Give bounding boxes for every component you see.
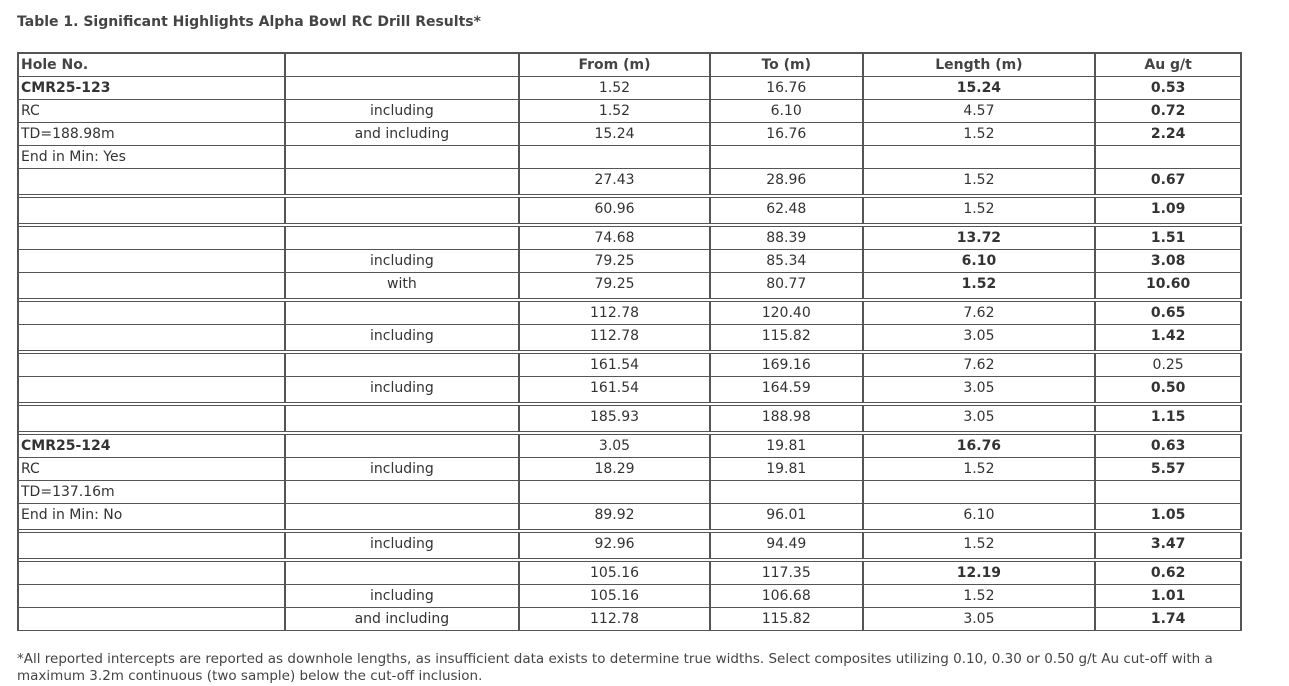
hole-cell <box>19 198 286 223</box>
length-cell: 7.62 <box>864 302 1097 324</box>
qualifier-cell: including <box>286 100 521 122</box>
au-grade-cell: 0.63 <box>1096 435 1242 457</box>
hole-cell: End in Min: Yes <box>19 146 286 168</box>
au-grade-cell: 2.24 <box>1096 123 1242 145</box>
table-row <box>19 481 1242 504</box>
length-cell: 1.52 <box>864 533 1097 558</box>
table-body <box>19 77 1242 631</box>
length-cell: 1.52 <box>864 273 1097 298</box>
to-cell: 115.82 <box>711 608 864 630</box>
from-cell: 79.25 <box>520 273 711 298</box>
hole-cell <box>19 273 286 298</box>
hole-cell <box>19 533 286 558</box>
table-row <box>19 354 1242 377</box>
au-grade-cell: 0.62 <box>1096 562 1242 584</box>
length-cell: 6.10 <box>864 250 1097 272</box>
to-cell: 96.01 <box>711 504 864 529</box>
hole-cell <box>19 302 286 324</box>
to-cell <box>711 481 864 503</box>
table-row <box>19 227 1242 250</box>
qualifier-cell: with <box>286 273 521 298</box>
hole-cell <box>19 562 286 584</box>
header-length: Length (m) <box>864 54 1097 76</box>
table-row <box>19 169 1242 198</box>
to-cell: 85.34 <box>711 250 864 272</box>
au-grade-cell: 1.01 <box>1096 585 1242 607</box>
drill-results-table <box>17 52 1242 631</box>
from-cell: 185.93 <box>520 406 711 431</box>
table-row <box>19 250 1242 273</box>
qualifier-cell <box>286 77 521 99</box>
au-grade-cell <box>1096 146 1242 168</box>
from-cell: 112.78 <box>520 302 711 324</box>
to-cell: 94.49 <box>711 533 864 558</box>
hole-cell <box>19 227 286 249</box>
table-row <box>19 458 1242 481</box>
length-cell: 3.05 <box>864 608 1097 630</box>
table-row <box>19 406 1242 435</box>
from-cell <box>520 146 711 168</box>
hole-cell: RC <box>19 458 286 480</box>
to-cell: 62.48 <box>711 198 864 223</box>
qualifier-cell <box>286 198 521 223</box>
from-cell: 74.68 <box>520 227 711 249</box>
to-cell: 164.59 <box>711 377 864 402</box>
qualifier-cell <box>286 169 521 194</box>
from-cell: 92.96 <box>520 533 711 558</box>
au-grade-cell: 0.50 <box>1096 377 1242 402</box>
qualifier-cell <box>286 146 521 168</box>
au-grade-cell <box>1096 481 1242 503</box>
hole-cell <box>19 169 286 194</box>
table-header-row <box>19 54 1242 77</box>
table-row <box>19 377 1242 406</box>
header-au: Au g/t <box>1096 54 1242 76</box>
hole-cell <box>19 608 286 630</box>
table-row <box>19 100 1242 123</box>
hole-cell: CMR25-124 <box>19 435 286 457</box>
table-row <box>19 608 1242 631</box>
table-title: Table 1. Significant Highlights Alpha Bowl RC Drill Results* <box>17 14 481 30</box>
table-row <box>19 77 1242 100</box>
hole-cell <box>19 250 286 272</box>
from-cell: 161.54 <box>520 354 711 376</box>
hole-cell: TD=188.98m <box>19 123 286 145</box>
from-cell: 105.16 <box>520 585 711 607</box>
to-cell: 88.39 <box>711 227 864 249</box>
qualifier-cell: including <box>286 250 521 272</box>
header-from: From (m) <box>520 54 711 76</box>
from-cell: 27.43 <box>520 169 711 194</box>
table-row <box>19 325 1242 354</box>
table-row <box>19 435 1242 458</box>
to-cell: 16.76 <box>711 123 864 145</box>
table-row <box>19 504 1242 533</box>
table-row <box>19 273 1242 302</box>
au-grade-cell: 3.08 <box>1096 250 1242 272</box>
to-cell: 106.68 <box>711 585 864 607</box>
to-cell: 6.10 <box>711 100 864 122</box>
au-grade-cell: 1.09 <box>1096 198 1242 223</box>
au-grade-cell: 0.65 <box>1096 302 1242 324</box>
to-cell: 19.81 <box>711 435 864 457</box>
qualifier-cell <box>286 354 521 376</box>
qualifier-cell <box>286 504 521 529</box>
au-grade-cell: 0.25 <box>1096 354 1242 376</box>
qualifier-cell: including <box>286 325 521 350</box>
au-grade-cell: 1.74 <box>1096 608 1242 630</box>
from-cell: 79.25 <box>520 250 711 272</box>
length-cell: 1.52 <box>864 169 1097 194</box>
au-grade-cell: 0.53 <box>1096 77 1242 99</box>
qualifier-cell: including <box>286 458 521 480</box>
from-cell: 15.24 <box>520 123 711 145</box>
hole-cell <box>19 585 286 607</box>
qualifier-cell <box>286 562 521 584</box>
hole-cell: End in Min: No <box>19 504 286 529</box>
from-cell: 1.52 <box>520 100 711 122</box>
from-cell: 112.78 <box>520 608 711 630</box>
table-row <box>19 302 1242 325</box>
table-row <box>19 585 1242 608</box>
hole-cell <box>19 377 286 402</box>
to-cell: 28.96 <box>711 169 864 194</box>
qualifier-cell: and including <box>286 608 521 630</box>
to-cell: 169.16 <box>711 354 864 376</box>
to-cell: 19.81 <box>711 458 864 480</box>
hole-cell <box>19 406 286 431</box>
table-row <box>19 562 1242 585</box>
au-grade-cell: 0.72 <box>1096 100 1242 122</box>
length-cell: 3.05 <box>864 325 1097 350</box>
length-cell: 3.05 <box>864 377 1097 402</box>
qualifier-cell: including <box>286 585 521 607</box>
to-cell: 120.40 <box>711 302 864 324</box>
length-cell: 1.52 <box>864 458 1097 480</box>
from-cell: 60.96 <box>520 198 711 223</box>
qualifier-cell <box>286 406 521 431</box>
hole-cell <box>19 325 286 350</box>
header-note <box>286 54 521 76</box>
from-cell: 105.16 <box>520 562 711 584</box>
qualifier-cell: including <box>286 377 521 402</box>
au-grade-cell: 1.15 <box>1096 406 1242 431</box>
hole-cell <box>19 354 286 376</box>
au-grade-cell: 10.60 <box>1096 273 1242 298</box>
length-cell: 6.10 <box>864 504 1097 529</box>
length-cell: 16.76 <box>864 435 1097 457</box>
qualifier-cell: including <box>286 533 521 558</box>
hole-cell: CMR25-123 <box>19 77 286 99</box>
length-cell <box>864 146 1097 168</box>
length-cell: 1.52 <box>864 585 1097 607</box>
header-to: To (m) <box>711 54 864 76</box>
from-cell: 89.92 <box>520 504 711 529</box>
hole-cell: TD=137.16m <box>19 481 286 503</box>
table-row <box>19 198 1242 227</box>
hole-cell: RC <box>19 100 286 122</box>
from-cell: 18.29 <box>520 458 711 480</box>
to-cell: 115.82 <box>711 325 864 350</box>
qualifier-cell <box>286 302 521 324</box>
from-cell <box>520 481 711 503</box>
au-grade-cell: 0.67 <box>1096 169 1242 194</box>
to-cell <box>711 146 864 168</box>
from-cell: 112.78 <box>520 325 711 350</box>
length-cell: 1.52 <box>864 123 1097 145</box>
length-cell: 3.05 <box>864 406 1097 431</box>
length-cell: 1.52 <box>864 198 1097 223</box>
length-cell <box>864 481 1097 503</box>
qualifier-cell <box>286 227 521 249</box>
table-row <box>19 123 1242 146</box>
to-cell: 80.77 <box>711 273 864 298</box>
au-grade-cell: 3.47 <box>1096 533 1242 558</box>
to-cell: 188.98 <box>711 406 864 431</box>
to-cell: 117.35 <box>711 562 864 584</box>
length-cell: 12.19 <box>864 562 1097 584</box>
au-grade-cell: 1.51 <box>1096 227 1242 249</box>
length-cell: 7.62 <box>864 354 1097 376</box>
table-row <box>19 533 1242 562</box>
au-grade-cell: 5.57 <box>1096 458 1242 480</box>
to-cell: 16.76 <box>711 77 864 99</box>
from-cell: 3.05 <box>520 435 711 457</box>
footnote: *All reported intercepts are reported as downhole lengths, as insufficient data exists to determine true widths. Select composites utilizing 0.10, 0.30 or 0.50 g/t Au cut-off with a maximum 3.2m continuous (two sample) below the cut-off inclusion. <box>17 651 1213 684</box>
header-hole-no: Hole No. <box>19 54 286 76</box>
length-cell: 4.57 <box>864 100 1097 122</box>
from-cell: 161.54 <box>520 377 711 402</box>
au-grade-cell: 1.05 <box>1096 504 1242 529</box>
table-row <box>19 146 1242 169</box>
qualifier-cell <box>286 481 521 503</box>
from-cell: 1.52 <box>520 77 711 99</box>
qualifier-cell: and including <box>286 123 521 145</box>
qualifier-cell <box>286 435 521 457</box>
length-cell: 13.72 <box>864 227 1097 249</box>
length-cell: 15.24 <box>864 77 1097 99</box>
au-grade-cell: 1.42 <box>1096 325 1242 350</box>
